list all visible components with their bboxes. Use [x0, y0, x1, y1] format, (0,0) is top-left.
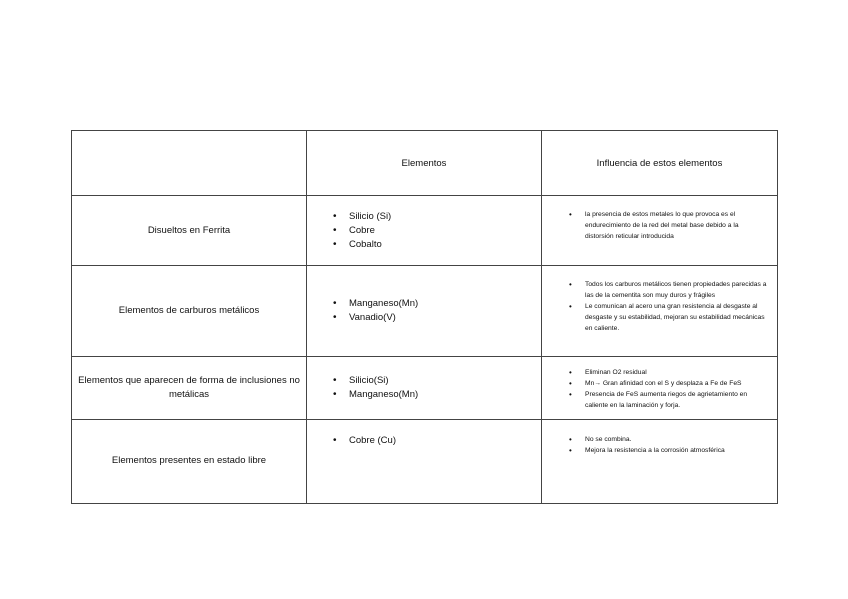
list-item: • Cobre (Cu) — [349, 434, 541, 448]
header-row — [72, 131, 778, 196]
row-label: Elementos presentes en estado libre — [72, 419, 307, 503]
elements-list — [307, 210, 541, 252]
elements-cell — [307, 356, 542, 419]
list-item: • Eliminan O2 residual — [585, 367, 769, 378]
influence-cell — [542, 266, 778, 356]
header-cell-empty — [72, 131, 307, 196]
list-item: • Presencia de FeS aumenta riegos de agrietamiento en caliente en la laminación y forja. — [585, 389, 769, 411]
influence-cell — [542, 196, 778, 266]
list-item: • Mejora la resistencia a la corrosión atmosférica — [585, 445, 769, 456]
influence-list — [542, 279, 777, 334]
elements-table — [71, 130, 778, 504]
elements-list — [307, 297, 541, 325]
influence-list — [542, 209, 777, 242]
elements-list — [307, 374, 541, 402]
list-item: • Cobre — [349, 224, 541, 238]
elements-cell — [307, 196, 542, 266]
header-cell-elementos: Elementos — [307, 131, 542, 196]
table-row — [72, 356, 778, 419]
list-item: • Mn→ Gran afinidad con el S y desplaza a Fe de FeS — [585, 378, 769, 389]
list-item: • Manganeso(Mn) — [349, 388, 541, 402]
influence-list — [542, 367, 777, 411]
elements-list — [307, 434, 541, 448]
table-row — [72, 419, 778, 503]
elements-cell — [307, 419, 542, 503]
elements-cell — [307, 266, 542, 356]
table-row — [72, 266, 778, 356]
row-label: Disueltos en Ferrita — [72, 196, 307, 266]
list-item: • Todos los carburos metálicos tienen propiedades parecidas a las de la cementita son muy duros y frágiles — [585, 279, 769, 301]
list-item: • Silicio(Si) — [349, 374, 541, 388]
row-label: Elementos que aparecen de forma de inclusiones no metálicas — [72, 356, 307, 419]
list-item: • Le comunican al acero una gran resistencia al desgaste al desgaste y su estabilidad, mejoran su estabilidad mecánicas en caliente. — [585, 301, 769, 334]
list-item: • Cobalto — [349, 238, 541, 252]
list-item: • No se combina. — [585, 434, 769, 445]
row-label: Elementos de carburos metálicos — [72, 266, 307, 356]
header-cell-influencia: Influencia de estos elementos — [542, 131, 778, 196]
list-item: • Vanadio(V) — [349, 311, 541, 325]
table-row — [72, 196, 778, 266]
list-item: • Manganeso(Mn) — [349, 297, 541, 311]
list-item: • Silicio (Si) — [349, 210, 541, 224]
influence-cell — [542, 419, 778, 503]
list-item: • la presencia de estos metales lo que provoca es el endurecimiento de la red del metal base debido a la distorsión reticular introducida — [585, 209, 769, 242]
influence-list — [542, 434, 777, 456]
influence-cell — [542, 356, 778, 419]
